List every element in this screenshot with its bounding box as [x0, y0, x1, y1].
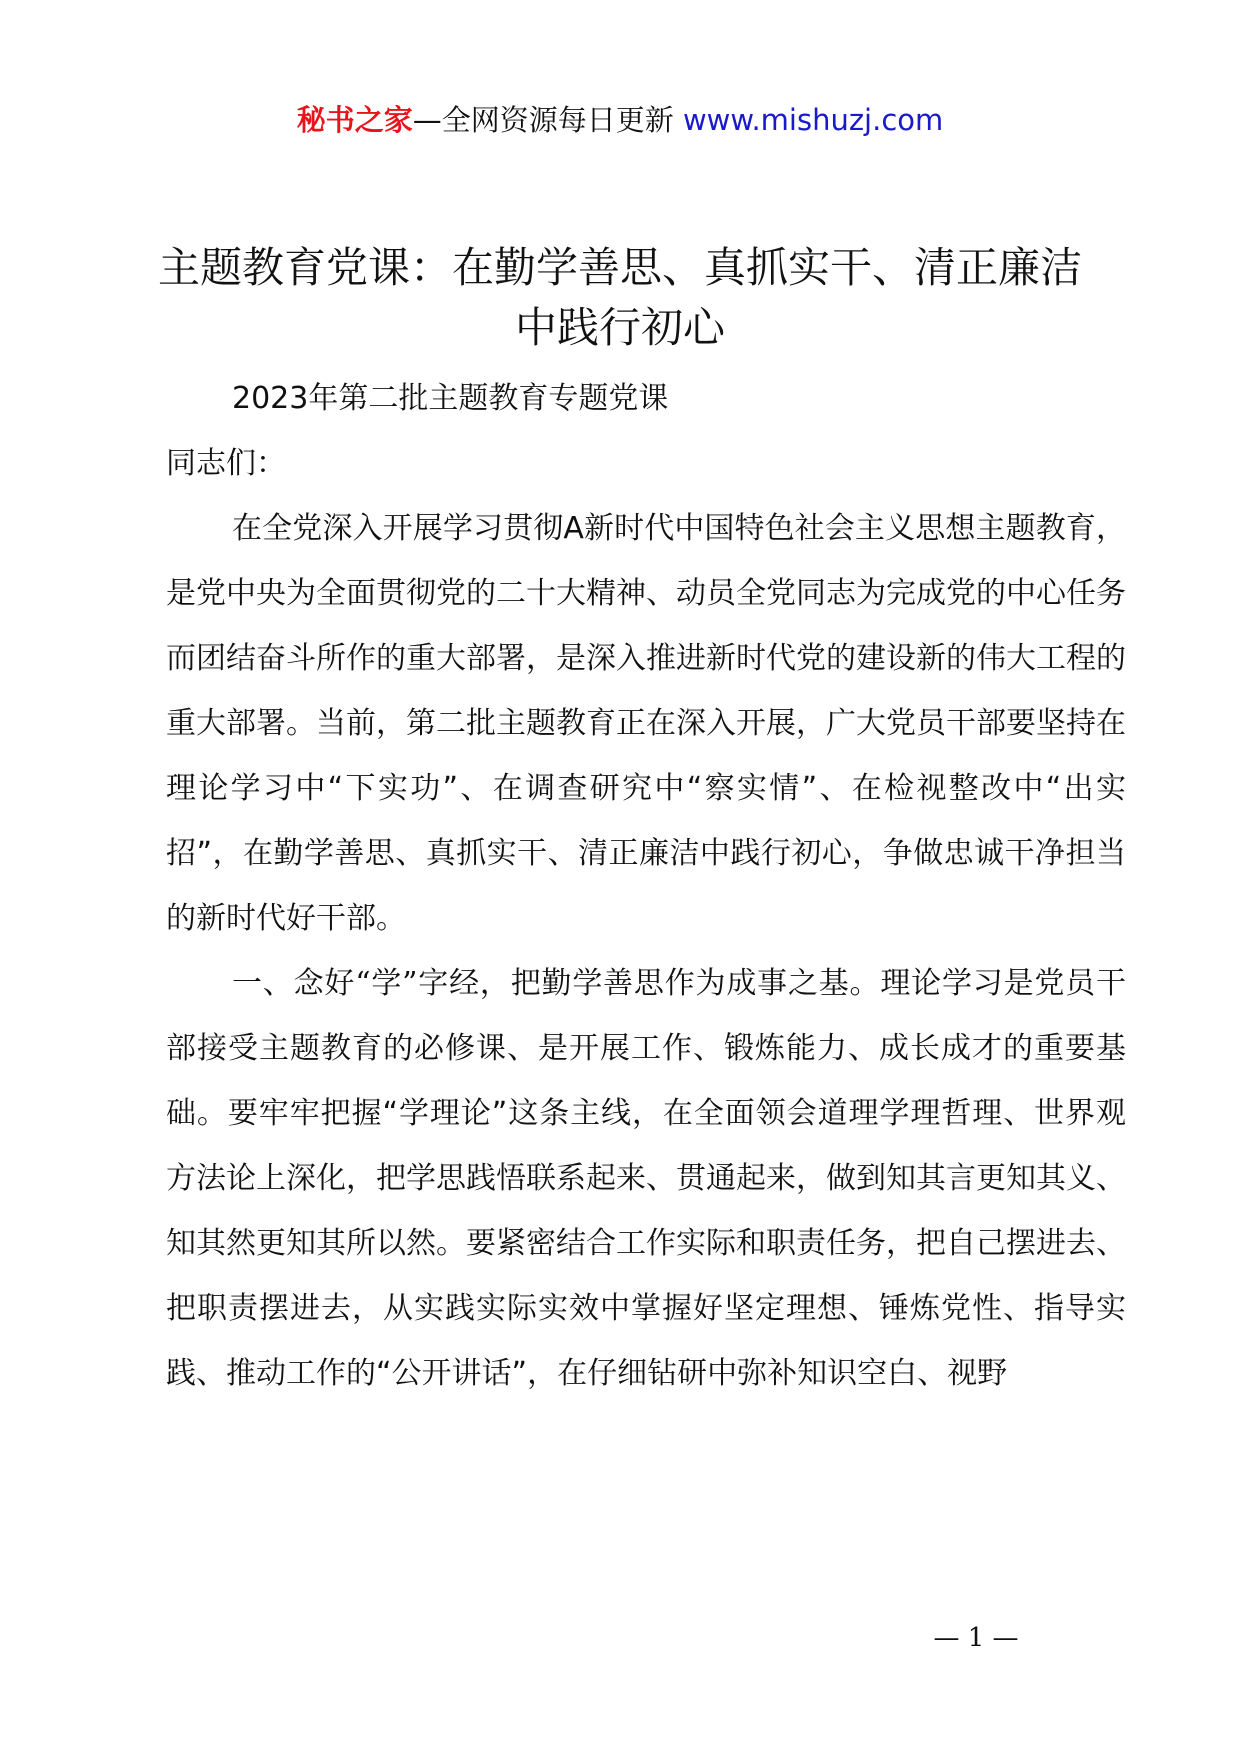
document-subtitle: 2023年第二批主题教育专题党课 — [232, 381, 669, 416]
section-1-paragraph — [166, 951, 1126, 1406]
site-url: www.mishuzj.com — [682, 103, 944, 137]
document-title: 主题教育党课：在勤学善思、真抓实干、清正廉洁中践行初心 — [157, 243, 1082, 352]
document-body — [166, 366, 1126, 1406]
page-number: — 1 — — [933, 1623, 1019, 1653]
site-tagline: —全网资源每日更新 — [412, 103, 674, 137]
section-1-body: 理论学习是党员干部接受主题教育的必修课、是开展工作、锻炼能力、成长成才的重要基础。要牢牢把握“学理论”这条主线，在全面领会道理学理哲理、世界观方法论上深化，把学思践悟联系起来、贯通起来，做到知其言更知其义、知其然更知其所以然。要紧密结合工作实际和职责任务，把自己摆进去、把职责摆进去，从实践实际实效中掌握好坚定理想、锤炼党性、指导实践、推动工作的“公开讲话”，在仔细钻研中弥补知识空白、视野 — [166, 966, 1126, 1391]
salutation: 同志们： — [166, 446, 286, 481]
site-brand: 秘书之家 — [296, 103, 413, 137]
intro-paragraph: 在全党深入开展学习贯彻A新时代中国特色社会主义思想主题教育，是党中央为全面贯彻党的二十大精神、动员全党同志为完成党的中心任务而团结奋斗所作的重大部署，是深入推进新时代党的建设新的伟大工程的重大部署。当前，第二批主题教育正在深入开展，广大党员干部要坚持在理论学习中“下实功”、在调查研究中“察实情”、在检视整改中“出实招”，在勤学善思、真抓实干、清正廉洁中践行初心，争做忠诚干净担当的新时代好干部。 — [166, 511, 1126, 936]
section-1-heading: 一、念好“学”字经，把勤学善思作为成事之基。 — [232, 966, 881, 1001]
site-header — [0, 100, 1240, 140]
